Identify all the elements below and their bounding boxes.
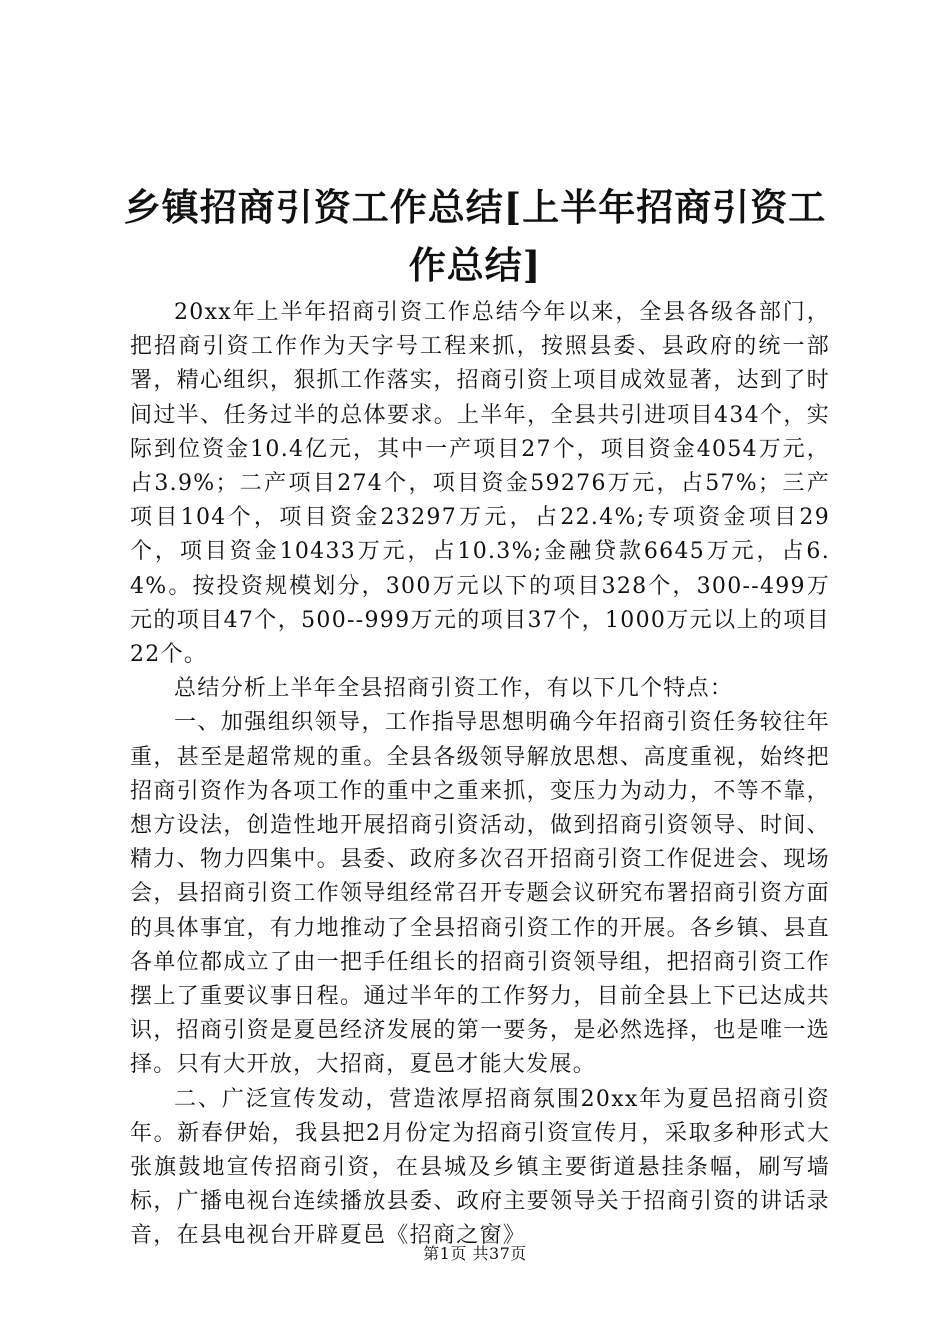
page-number-footer: 第1页 共37页 [423,1244,527,1263]
paragraph-features-intro: 总结分析上半年全县招商引资工作，有以下几个特点： [174,676,734,702]
paragraph-leadership: 一、加强组织领导，工作指导思想明确今年招商引资任务较往年重，甚至是超常规的重。全县各级领导解放思想、高度重视，始终把招商引资作为各项工作的重中之重来抓，变压力为动力，不等不靠，想方设法，创造性地开展招商引资活动，做到招商引资领导、时间、精力、物力四集中。县委、政府多次召开招商引资工作促进会、现场会，县招商引资工作领导组经常召开专题会议研究布署招商引资方面的具体事宜，有力地推动了全县招商引资工作的开展。各乡镇、县直各单位都成立了由一把手任组长的招商引资领导组，把招商引资工作摆上了重要议事日程。通过半年的工作努力，目前全县上下已达成共识，招商引资是夏邑经济发展的第一要务，是必然选择，也是唯一选择。只有大开放，大招商，夏邑才能大发展。 [130,710,830,1078]
paragraph-summary: 20xx年上半年招商引资工作总结今年以来，全县各级各部门，把招商引资工作作为天字号工程来抓，按照县委、县政府的统一部署，精心组织，狠抓工作落实，招商引资上项目成效显著，达到了时间过半、任务过半的总体要求。上半年，全县共引进项目434个，实际到位资金10.4亿元，其中一产项目27个，项目资金4054万元，占3.9%；二产项目274个，项目资金59276万元，占57%；三产项目104个，项目资金23297万元，占22.4%;专项资金项目29个，项目资金10433万元，占10.3%;金融贷款6645万元，占6.4%。按投资规模划分，300万元以下的项目328个，300--499万元的项目47个，500--999万元的项目37个，1000万元以上的项目22个。 [130,300,831,668]
document-title: 乡镇招商引资工作总结[上半年招商引资工作总结] [123,185,827,287]
paragraph-publicity: 二、广泛宣传发动，营造浓厚招商氛围20xx年为夏邑招商引资年。新春伊始，我县把2月份定为招商引资宣传月，采取多种形式大张旗鼓地宣传招商引资，在县城及乡镇主要街道悬挂条幅，刷写墙标，广播电视台连续播放县委、政府主要领导关于招商引资的讲话录音，在县电视台开辟夏邑《招商之窗》 [130,1086,830,1249]
document-body [130,296,830,1254]
